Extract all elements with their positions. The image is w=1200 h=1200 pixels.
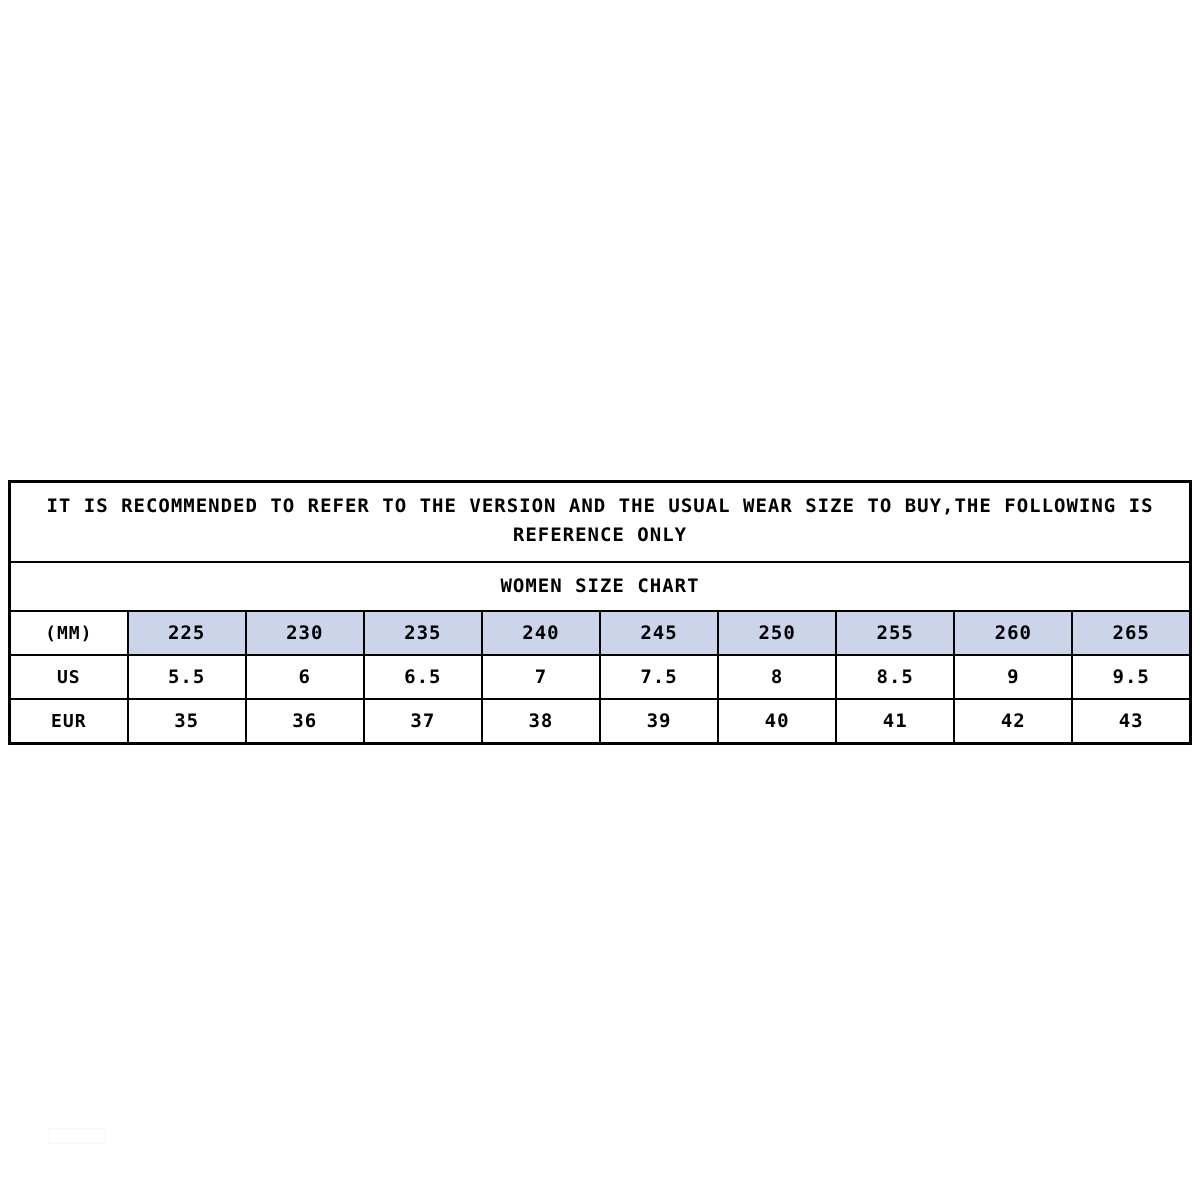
chart-title: WOMEN SIZE CHART: [10, 562, 1191, 611]
row-label-us: US: [10, 655, 128, 699]
mm-value-cell: 260: [954, 611, 1072, 655]
eur-value-cell: 36: [246, 699, 364, 744]
us-value-cell: 8.5: [836, 655, 954, 699]
us-value-cell: 8: [718, 655, 836, 699]
us-value-cell: 7.5: [600, 655, 718, 699]
us-value-cell: 6: [246, 655, 364, 699]
us-value-cell: 9.5: [1072, 655, 1190, 699]
us-value-cell: 5.5: [128, 655, 246, 699]
table-row-us: [10, 655, 1191, 699]
mm-value-cell: 255: [836, 611, 954, 655]
mm-value-cell: 265: [1072, 611, 1190, 655]
mm-value-cell: 230: [246, 611, 364, 655]
row-label-mm: (MM): [10, 611, 128, 655]
women-size-chart-table: [8, 480, 1192, 745]
mm-value-cell: 245: [600, 611, 718, 655]
eur-value-cell: 41: [836, 699, 954, 744]
table-row-notice: [10, 482, 1191, 563]
eur-value-cell: 38: [482, 699, 600, 744]
us-value-cell: 9: [954, 655, 1072, 699]
recommendation-notice: IT IS RECOMMENDED TO REFER TO THE VERSION AND THE USUAL WEAR SIZE TO BUY,THE FOLLOWING IS REFERENCE ONLY: [10, 482, 1191, 563]
eur-value-cell: 35: [128, 699, 246, 744]
eur-value-cell: 42: [954, 699, 1072, 744]
eur-value-cell: 43: [1072, 699, 1190, 744]
table-row-eur: [10, 699, 1191, 744]
row-label-eur: EUR: [10, 699, 128, 744]
eur-value-cell: 39: [600, 699, 718, 744]
mm-value-cell: 240: [482, 611, 600, 655]
size-chart-container: [8, 480, 1192, 745]
table-row-subtitle: [10, 562, 1191, 611]
table-row-mm: [10, 611, 1191, 655]
us-value-cell: 7: [482, 655, 600, 699]
eur-value-cell: 37: [364, 699, 482, 744]
mm-value-cell: 250: [718, 611, 836, 655]
background-artifact: [48, 1128, 106, 1144]
eur-value-cell: 40: [718, 699, 836, 744]
us-value-cell: 6.5: [364, 655, 482, 699]
mm-value-cell: 235: [364, 611, 482, 655]
mm-value-cell: 225: [128, 611, 246, 655]
